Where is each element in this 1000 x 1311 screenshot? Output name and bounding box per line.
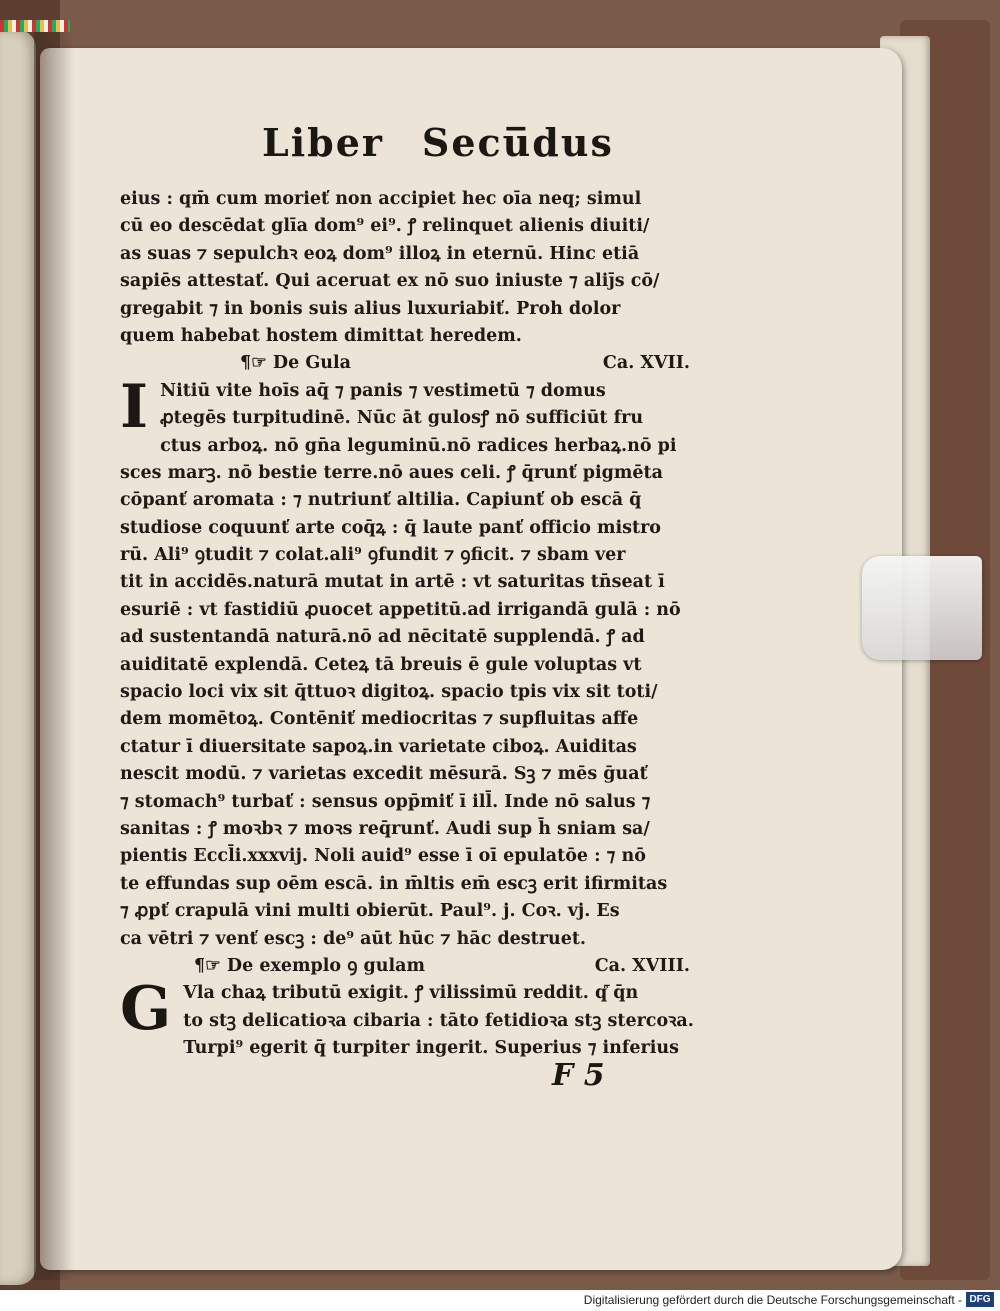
text-line: spacio loci vix sit q̄ttuoꝛ digitoꝝ. spacio tpis vix sit toti/ — [120, 682, 658, 703]
text-line: cū eo descēdat glīa dom⁹ ei⁹. ꝭ relinquet alienis diuiti/ — [120, 216, 650, 237]
text-line: tit in accidēs.naturā mutat in artē : vt saturitas tn̄seat ī — [120, 572, 665, 593]
text-line: pientis Eccl̄i.xxxvij. Noli auid⁹ esse ī oī epulatōe : ⁊ nō — [120, 846, 646, 867]
text-line: esuriē : vt fastidiū ꝓuocet appetitū.ad irrigandā gulā : nō — [120, 599, 681, 620]
signature-mark: F 5 — [552, 1058, 605, 1093]
text-line: sanitas : ꝭ moꝛbꝛ ⁊ moꝛs req̄runť. Audi sup h̄ sniam sa/ — [120, 818, 650, 839]
text-line: ca vētri ⁊ venť escꝫ : de⁹ aūt hūc ⁊ hāc destruet. — [120, 928, 587, 949]
chapter-body — [120, 974, 710, 1062]
text-line: Nitiū vite hoīs aq̄ ⁊ panis ⁊ vestimetū ⁊ domus — [160, 380, 606, 401]
chapter-heading — [120, 350, 710, 377]
dfg-logo[interactable]: DFG — [966, 1292, 994, 1307]
drop-cap: I — [120, 371, 149, 442]
running-head — [262, 120, 614, 176]
text-line: te effundas sup oēm escā. in m̄ltis em̄ escꝫ erit ifirmitas — [120, 873, 668, 894]
text-line: ctatur ī diuersitate sapoꝝ.in varietate ciboꝝ. Auiditas — [120, 736, 637, 757]
page-text — [120, 186, 710, 1063]
text-line: Turpi⁹ egerit q̄ turpiter ingerit. Superius ⁊ inferius — [183, 1038, 679, 1059]
drop-cap: G — [120, 974, 172, 1045]
text-line: auiditatē explendā. Ceteꝝ tā breuis ē gule voluptas vt — [120, 654, 642, 675]
text-line: to stꝫ delicatioꝛa cibaria : tāto fetidioꝛa stꝫ stercoꝛa. — [183, 1010, 694, 1031]
chapter-title-text: De Gula — [272, 353, 351, 374]
text-line: sapiēs attestať. Qui aceruat ex nō suo iniuste ⁊ aliȷ̄s cō/ — [120, 271, 660, 292]
running-head-word-2: Secu̅dus — [421, 120, 614, 165]
headband-threads — [0, 20, 70, 32]
text-line: eius : qm̄ cum morieť non accipiet hec oīa neq; simul — [120, 189, 642, 209]
chapter-title: ¶☞ De exemplo ꝯ gulam — [194, 955, 426, 976]
text-line: Vla chaꝝ tributū exigit. ꝭ vilissimū reddit. q꜠ q̄n — [183, 983, 639, 1004]
chapter-title-text: De exemplo ꝯ gulam — [226, 955, 426, 976]
chapter-number: Ca. XVII. — [602, 353, 690, 374]
footer-credit: Digitalisierung gefördert durch die Deutsche Forschungsgemeinschaft - — [583, 1293, 962, 1307]
page-clip — [862, 556, 982, 660]
chapter-heading — [120, 953, 710, 980]
running-head-word-1: Liber — [262, 120, 384, 165]
chapter-body — [120, 371, 710, 953]
chapter-number: Ca. XVIII. — [594, 955, 690, 976]
chapter-title: ¶☞ De Gula — [240, 353, 351, 374]
text-line: ⁊ stomach⁹ turbať : sensus opp̄miť ī ill̄. Inde nō salus ⁊ — [120, 791, 651, 812]
text-line: quem habebat hostem dimittat heredem. — [120, 325, 522, 346]
text-line: sces marꝫ. nō bestie terre.nō aues celi. ꝭ q̄runť pigmēta — [120, 462, 663, 483]
text-line: ꝓtegēs turpitudinē. Nūc āt gulosꝭ nō sufficiūt fru — [160, 408, 644, 429]
text-line: studiose coquunť arte coq̄ꝝ : q̄ laute panť officio mistro — [120, 517, 661, 538]
text-line: nescit modū. ⁊ varietas excedit mēsurā. Sꝫ ⁊ mēs ḡuať — [120, 764, 648, 785]
text-line: gregabit ⁊ in bonis suis alius luxuriabiť. Proh dolor — [120, 298, 621, 319]
text-line: ctus arboꝝ. nō gn̄a leguminū.nō radices herbaꝝ.nō pi — [160, 435, 677, 456]
footer-bar — [0, 1290, 1000, 1311]
text-line: cōpanť aromata : ⁊ nutriunť altilia. Capiunť ob escā q̄ — [120, 490, 642, 511]
text-line: as suas ⁊ sepulchꝛ eoꝝ dom⁹ illoꝝ in eternū. Hinc etiā — [120, 243, 640, 264]
gutter-shadow — [34, 30, 74, 1280]
facing-page-edge — [0, 30, 36, 1285]
text-line: rū. Ali⁹ ꝯtudit ⁊ colat.ali⁹ ꝯfundit ⁊ ꝯficit. ⁊ sbam ver — [120, 545, 626, 566]
text-line: ad sustentandā naturā.nō ad nēcitatē supplendā. ꝭ ad — [120, 627, 645, 648]
text-line: dem momētoꝝ. Contēniť mediocritas ⁊ supfluitas affe — [120, 709, 639, 730]
text-line: ⁊ ꝓpť crapulā vini multi obierūt. Paul⁹. j. Coꝛ. vj. Es — [120, 901, 620, 922]
